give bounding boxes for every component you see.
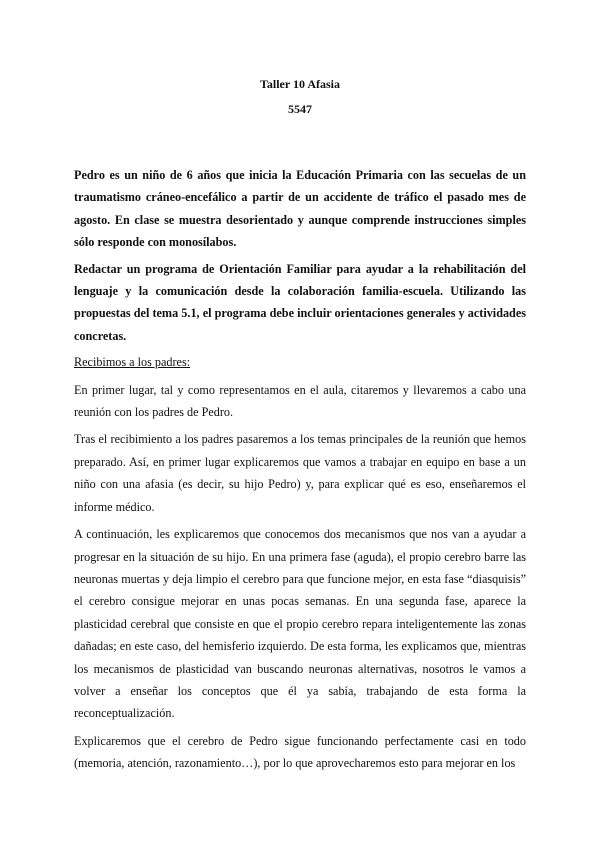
assignment-statement: Redactar un programa de Orientación Familiar para ayudar a la rehabilitación del lenguaje y la comunicación desde la colaboración familia-escuela. Utilizando las propuestas del tema 5.1, el programa debe incluir orientaciones generales y actividades concretas. <box>74 261 526 343</box>
body-paragraph: Explicaremos que el cerebro de Pedro sigue funcionando perfectamente casi en todo (memoria, atención, razonamiento…), por lo que aprovecharemos esto para mejorar en los <box>74 733 526 771</box>
body-paragraph: Tras el recibimiento a los padres pasaremos a los temas principales de la reunión que hemos preparado. Así, en primer lugar explicaremos que vamos a trabajar en equipo en base a un niño con una afasia (es decir, su hijo Pedro) y, para explicar qué es eso, enseñaremos el informe médico. <box>74 432 526 514</box>
document-code: 5547 <box>288 102 312 116</box>
body-paragraph: En primer lugar, tal y como representamos en el aula, citaremos y llevaremos a cabo una reunión con los padres de Pedro. <box>74 382 526 420</box>
body-paragraph: A continuación, les explicaremos que conocemos dos mecanismos que nos van a ayudar a progresar en la situación de su hijo. En una primera fase (aguda), el propio cerebro barre las neuronas muertas y deja limpio el cerebro para que funcione mejor, en esta fase “diasquisis” el cerebro consigue mejorar en unas pocas semanas. En una segunda fase, aparece la plasticidad cerebral que consiste en que el propio cerebro repara inteligentemente las zonas dañadas; en este caso, del hemisferio izquierdo. De esta forma, les explicamos que, mientras los mecanismos de plasticidad van buscando neuronas alternativas, nosotros le vamos a volver a enseñar los conceptos que él ya sabía, trabajando de esta forma la reconceptualización. <box>74 527 526 721</box>
document-title: Taller 10 Afasia <box>259 77 340 91</box>
case-description: Pedro es un niño de 6 años que inicia la Educación Primaria con las secuelas de un traumatismo cráneo-encefálico a partir de un accidente de tráfico el pasado mes de agosto. En clase se muestra desorientado y aunque comprende instrucciones simples sólo responde con monosílabos. <box>74 168 526 250</box>
section-heading: Recibimos a los padres: <box>74 355 191 370</box>
